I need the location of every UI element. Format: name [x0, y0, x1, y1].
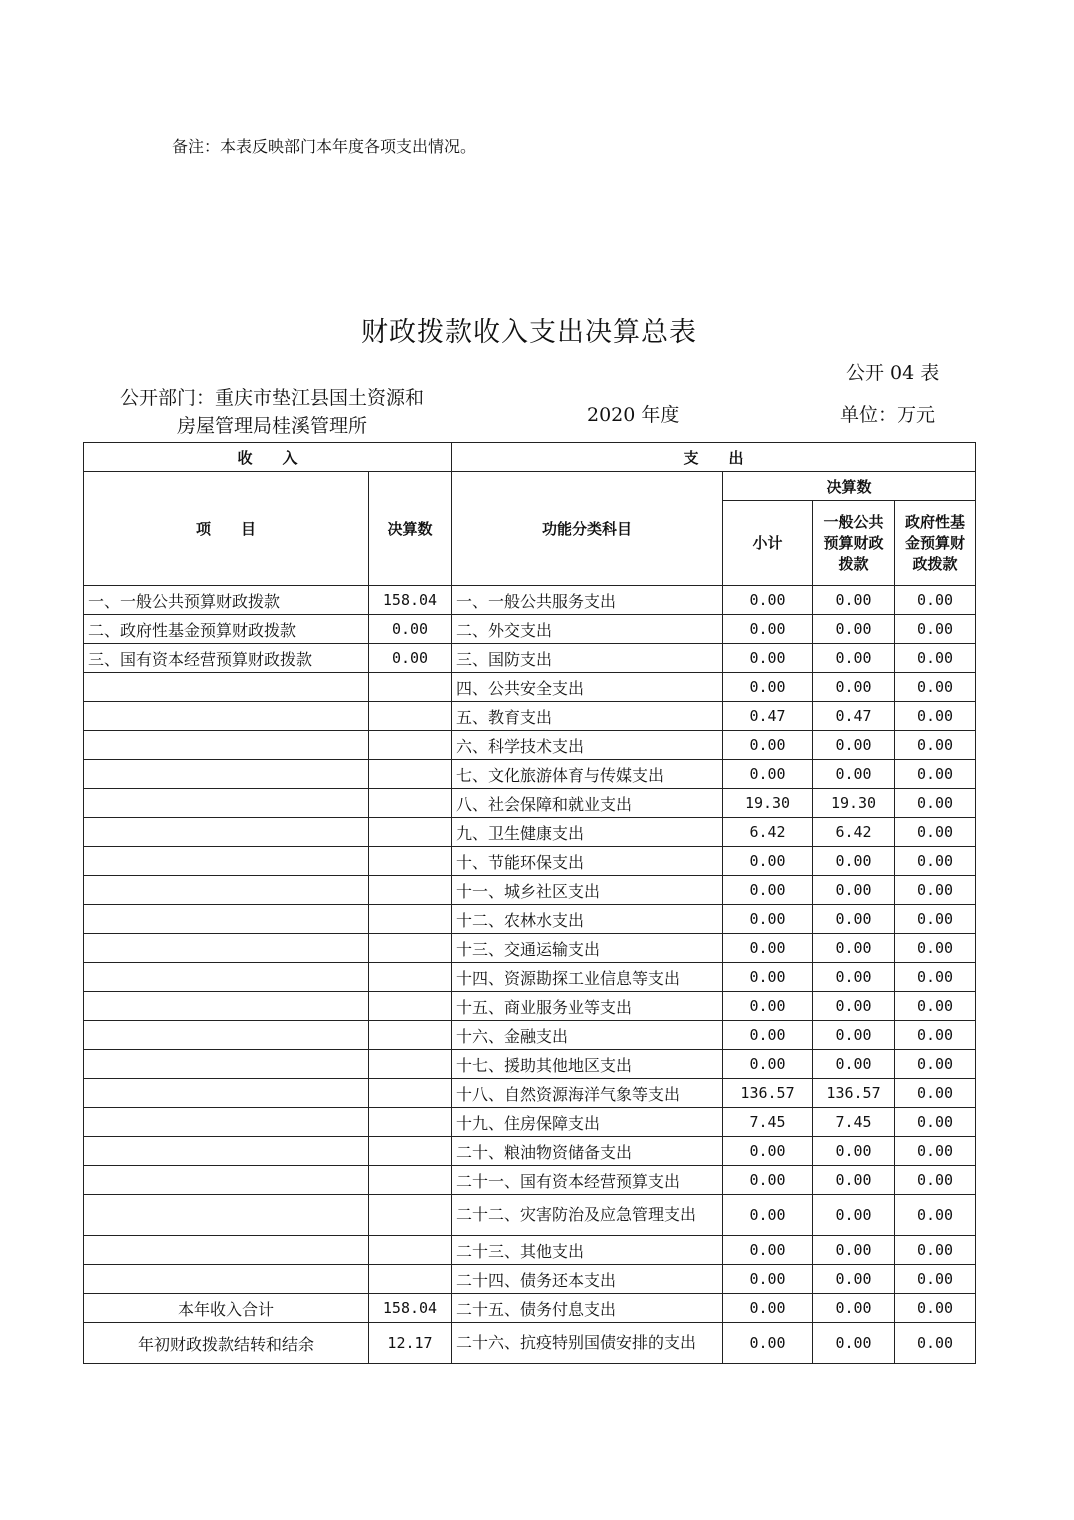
expense-item-cell: 八、社会保障和就业支出	[452, 789, 723, 818]
expense-item-cell: 二、外交支出	[452, 615, 723, 644]
income-item-cell	[84, 1021, 369, 1050]
income-amount-cell	[369, 1195, 452, 1236]
gov-fund-cell: 0.00	[895, 1137, 976, 1166]
form-number: 公开 04 表	[846, 362, 940, 384]
department-line-2: 房屋管理局桂溪管理所	[176, 415, 367, 437]
table-row	[84, 731, 976, 760]
income-amount-cell: 0.00	[369, 615, 452, 644]
table-row	[84, 963, 976, 992]
income-item-cell	[84, 963, 369, 992]
unit-label: 单位：万元	[840, 404, 936, 426]
gov-fund-cell: 0.00	[895, 673, 976, 702]
expense-item-cell: 二十一、国有资本经营预算支出	[452, 1166, 723, 1195]
fiscal-year: 2020 年度	[587, 404, 680, 426]
income-amount-cell: 158.04	[369, 1294, 452, 1323]
general-budget-cell: 0.00	[813, 905, 895, 934]
general-budget-cell: 0.00	[813, 1021, 895, 1050]
gov-fund-cell: 0.00	[895, 1195, 976, 1236]
gov-fund-header: 政府性基金预算财政拨款	[895, 501, 976, 586]
general-budget-cell: 0.00	[813, 1195, 895, 1236]
income-item-cell	[84, 992, 369, 1021]
general-budget-cell: 0.00	[813, 992, 895, 1021]
expense-item-cell: 二十六、抗疫特别国债安排的支出	[452, 1323, 723, 1364]
expense-item-cell: 二十三、其他支出	[452, 1236, 723, 1265]
expense-item-cell: 十三、交通运输支出	[452, 934, 723, 963]
subtotal-cell: 0.00	[723, 1294, 813, 1323]
income-item-cell: 年初财政拨款结转和结余	[84, 1323, 369, 1364]
subtotal-cell: 19.30	[723, 789, 813, 818]
table-row	[84, 1166, 976, 1195]
income-item-cell	[84, 1137, 369, 1166]
income-amount-cell	[369, 1166, 452, 1195]
expense-item-cell: 十二、农林水支出	[452, 905, 723, 934]
income-item-cell	[84, 1050, 369, 1079]
gov-fund-cell: 0.00	[895, 905, 976, 934]
table-header	[84, 443, 976, 586]
table-row	[84, 876, 976, 905]
income-amount-cell	[369, 1137, 452, 1166]
expense-item-cell: 二十、粮油物资储备支出	[452, 1137, 723, 1166]
income-amount-cell	[369, 934, 452, 963]
income-item-cell	[84, 789, 369, 818]
subtotal-cell: 0.00	[723, 934, 813, 963]
subtotal-cell: 0.00	[723, 1166, 813, 1195]
page-title: 财政拨款收入支出决算总表	[361, 317, 697, 348]
table-row	[84, 615, 976, 644]
subtotal-cell: 0.00	[723, 1265, 813, 1294]
general-budget-cell: 136.57	[813, 1079, 895, 1108]
department-line-1: 公开部门：重庆市垫江县国土资源和	[119, 387, 424, 409]
subtotal-cell: 0.00	[723, 905, 813, 934]
subtotal-cell: 0.00	[723, 1236, 813, 1265]
income-item-cell	[84, 905, 369, 934]
income-item-cell	[84, 1166, 369, 1195]
income-item-cell: 一、一般公共预算财政拨款	[84, 586, 369, 615]
income-amount-cell	[369, 1265, 452, 1294]
income-amount-cell	[369, 731, 452, 760]
general-budget-cell: 19.30	[813, 789, 895, 818]
gov-fund-cell: 0.00	[895, 789, 976, 818]
general-budget-cell: 0.00	[813, 760, 895, 789]
income-amount-cell	[369, 789, 452, 818]
income-item-cell	[84, 673, 369, 702]
subtotal-cell: 0.00	[723, 847, 813, 876]
expense-item-cell: 九、卫生健康支出	[452, 818, 723, 847]
subtotal-cell: 0.00	[723, 1323, 813, 1364]
table-row	[84, 1021, 976, 1050]
general-budget-cell: 0.00	[813, 1050, 895, 1079]
subtotal-cell: 0.00	[723, 963, 813, 992]
gov-fund-cell: 0.00	[895, 1050, 976, 1079]
subtotal-cell: 0.00	[723, 1137, 813, 1166]
gov-fund-cell: 0.00	[895, 1079, 976, 1108]
gov-fund-cell: 0.00	[895, 847, 976, 876]
general-budget-cell: 0.00	[813, 1137, 895, 1166]
subtotal-cell: 0.00	[723, 760, 813, 789]
income-item-cell	[84, 702, 369, 731]
table-row	[84, 760, 976, 789]
footnote: 备注：本表反映部门本年度各项支出情况。	[172, 137, 477, 156]
general-budget-cell: 0.00	[813, 1236, 895, 1265]
income-item-cell	[84, 731, 369, 760]
general-budget-cell: 0.00	[813, 615, 895, 644]
table-row	[84, 673, 976, 702]
income-item-cell	[84, 1265, 369, 1294]
table-row	[84, 1236, 976, 1265]
gov-fund-cell: 0.00	[895, 992, 976, 1021]
income-amount-cell	[369, 905, 452, 934]
gov-fund-cell: 0.00	[895, 731, 976, 760]
table-row	[84, 847, 976, 876]
general-budget-cell: 0.47	[813, 702, 895, 731]
general-budget-cell: 0.00	[813, 644, 895, 673]
table-row	[84, 1195, 976, 1236]
income-item-cell	[84, 818, 369, 847]
gov-fund-cell: 0.00	[895, 934, 976, 963]
gov-fund-cell: 0.00	[895, 963, 976, 992]
gov-fund-cell: 0.00	[895, 702, 976, 731]
gov-fund-cell: 0.00	[895, 1236, 976, 1265]
income-item-cell	[84, 760, 369, 789]
final-amount-header: 决算数	[723, 472, 976, 501]
subtotal-cell: 0.00	[723, 1195, 813, 1236]
department	[92, 384, 452, 440]
expense-header: 支 出	[452, 443, 976, 472]
expense-item-cell: 四、公共安全支出	[452, 673, 723, 702]
table-row	[84, 905, 976, 934]
expense-item-cell: 五、教育支出	[452, 702, 723, 731]
expense-item-cell: 六、科学技术支出	[452, 731, 723, 760]
subtotal-cell: 0.00	[723, 644, 813, 673]
general-budget-cell: 0.00	[813, 586, 895, 615]
income-item-cell	[84, 934, 369, 963]
general-budget-cell: 0.00	[813, 876, 895, 905]
expense-item-cell: 七、文化旅游体育与传媒支出	[452, 760, 723, 789]
table-row	[84, 1265, 976, 1294]
gov-fund-cell: 0.00	[895, 644, 976, 673]
table-row	[84, 1294, 976, 1323]
expense-item-cell: 十一、城乡社区支出	[452, 876, 723, 905]
amount-header: 决算数	[369, 472, 452, 586]
function-class-header: 功能分类科目	[452, 472, 723, 586]
table-row	[84, 586, 976, 615]
gov-fund-cell: 0.00	[895, 1021, 976, 1050]
income-amount-cell: 12.17	[369, 1323, 452, 1364]
income-item-cell	[84, 1079, 369, 1108]
table-row	[84, 1050, 976, 1079]
income-item-cell: 二、政府性基金预算财政拨款	[84, 615, 369, 644]
table-row	[84, 1079, 976, 1108]
expense-item-cell: 十七、援助其他地区支出	[452, 1050, 723, 1079]
expense-item-cell: 十五、商业服务业等支出	[452, 992, 723, 1021]
general-budget-cell: 0.00	[813, 1294, 895, 1323]
expense-item-cell: 二十四、债务还本支出	[452, 1265, 723, 1294]
general-budget-cell: 0.00	[813, 1323, 895, 1364]
gov-fund-cell: 0.00	[895, 1323, 976, 1364]
income-item-cell	[84, 1108, 369, 1137]
expense-item-cell: 十、节能环保支出	[452, 847, 723, 876]
table-row	[84, 644, 976, 673]
table-row	[84, 818, 976, 847]
subtotal-cell: 0.00	[723, 992, 813, 1021]
income-header: 收 入	[84, 443, 452, 472]
subtotal-cell: 7.45	[723, 1108, 813, 1137]
expense-item-cell: 十八、自然资源海洋气象等支出	[452, 1079, 723, 1108]
income-item-cell: 三、国有资本经营预算财政拨款	[84, 644, 369, 673]
gov-fund-cell: 0.00	[895, 615, 976, 644]
item-header: 项 目	[84, 472, 369, 586]
gov-fund-cell: 0.00	[895, 818, 976, 847]
subtotal-cell: 0.00	[723, 615, 813, 644]
gov-fund-cell: 0.00	[895, 1265, 976, 1294]
gov-fund-cell: 0.00	[895, 586, 976, 615]
subtotal-cell: 0.00	[723, 673, 813, 702]
income-amount-cell	[369, 702, 452, 731]
subtotal-cell: 0.00	[723, 731, 813, 760]
income-amount-cell	[369, 963, 452, 992]
table-body	[84, 586, 976, 1364]
general-budget-cell: 0.00	[813, 731, 895, 760]
general-budget-cell: 0.00	[813, 847, 895, 876]
expense-item-cell: 二十二、灾害防治及应急管理支出	[452, 1195, 723, 1236]
income-amount-cell	[369, 992, 452, 1021]
general-budget-cell: 6.42	[813, 818, 895, 847]
income-item-cell: 本年收入合计	[84, 1294, 369, 1323]
general-budget-cell: 0.00	[813, 673, 895, 702]
income-amount-cell	[369, 847, 452, 876]
budget-table	[83, 442, 976, 1364]
income-amount-cell	[369, 818, 452, 847]
subtotal-cell: 0.47	[723, 702, 813, 731]
gov-fund-cell: 0.00	[895, 1166, 976, 1195]
table-row	[84, 934, 976, 963]
table-row	[84, 702, 976, 731]
table-row	[84, 1108, 976, 1137]
subtotal-cell: 0.00	[723, 1050, 813, 1079]
general-budget-cell: 7.45	[813, 1108, 895, 1137]
gov-fund-cell: 0.00	[895, 1108, 976, 1137]
subtotal-cell: 0.00	[723, 876, 813, 905]
expense-item-cell: 十四、资源勘探工业信息等支出	[452, 963, 723, 992]
income-amount-cell	[369, 673, 452, 702]
income-item-cell	[84, 876, 369, 905]
general-budget-header: 一般公共预算财政拨款	[813, 501, 895, 586]
expense-item-cell: 十六、金融支出	[452, 1021, 723, 1050]
income-amount-cell	[369, 1021, 452, 1050]
income-amount-cell	[369, 876, 452, 905]
income-item-cell	[84, 1236, 369, 1265]
general-budget-cell: 0.00	[813, 963, 895, 992]
income-amount-cell	[369, 1079, 452, 1108]
expense-item-cell: 十九、住房保障支出	[452, 1108, 723, 1137]
general-budget-cell: 0.00	[813, 934, 895, 963]
income-amount-cell: 0.00	[369, 644, 452, 673]
income-amount-cell	[369, 1108, 452, 1137]
income-item-cell	[84, 1195, 369, 1236]
table-row	[84, 1137, 976, 1166]
expense-item-cell: 二十五、债务付息支出	[452, 1294, 723, 1323]
subtotal-cell: 6.42	[723, 818, 813, 847]
expense-item-cell: 三、国防支出	[452, 644, 723, 673]
subtotal-cell: 0.00	[723, 1021, 813, 1050]
subtotal-header: 小计	[723, 501, 813, 586]
expense-item-cell: 一、一般公共服务支出	[452, 586, 723, 615]
income-amount-cell	[369, 760, 452, 789]
gov-fund-cell: 0.00	[895, 876, 976, 905]
income-item-cell	[84, 847, 369, 876]
general-budget-cell: 0.00	[813, 1166, 895, 1195]
subtotal-cell: 136.57	[723, 1079, 813, 1108]
income-amount-cell	[369, 1236, 452, 1265]
table-row	[84, 992, 976, 1021]
table-row	[84, 1323, 976, 1364]
table-row	[84, 789, 976, 818]
gov-fund-cell: 0.00	[895, 760, 976, 789]
gov-fund-cell: 0.00	[895, 1294, 976, 1323]
subtotal-cell: 0.00	[723, 586, 813, 615]
income-amount-cell: 158.04	[369, 586, 452, 615]
income-amount-cell	[369, 1050, 452, 1079]
general-budget-cell: 0.00	[813, 1265, 895, 1294]
